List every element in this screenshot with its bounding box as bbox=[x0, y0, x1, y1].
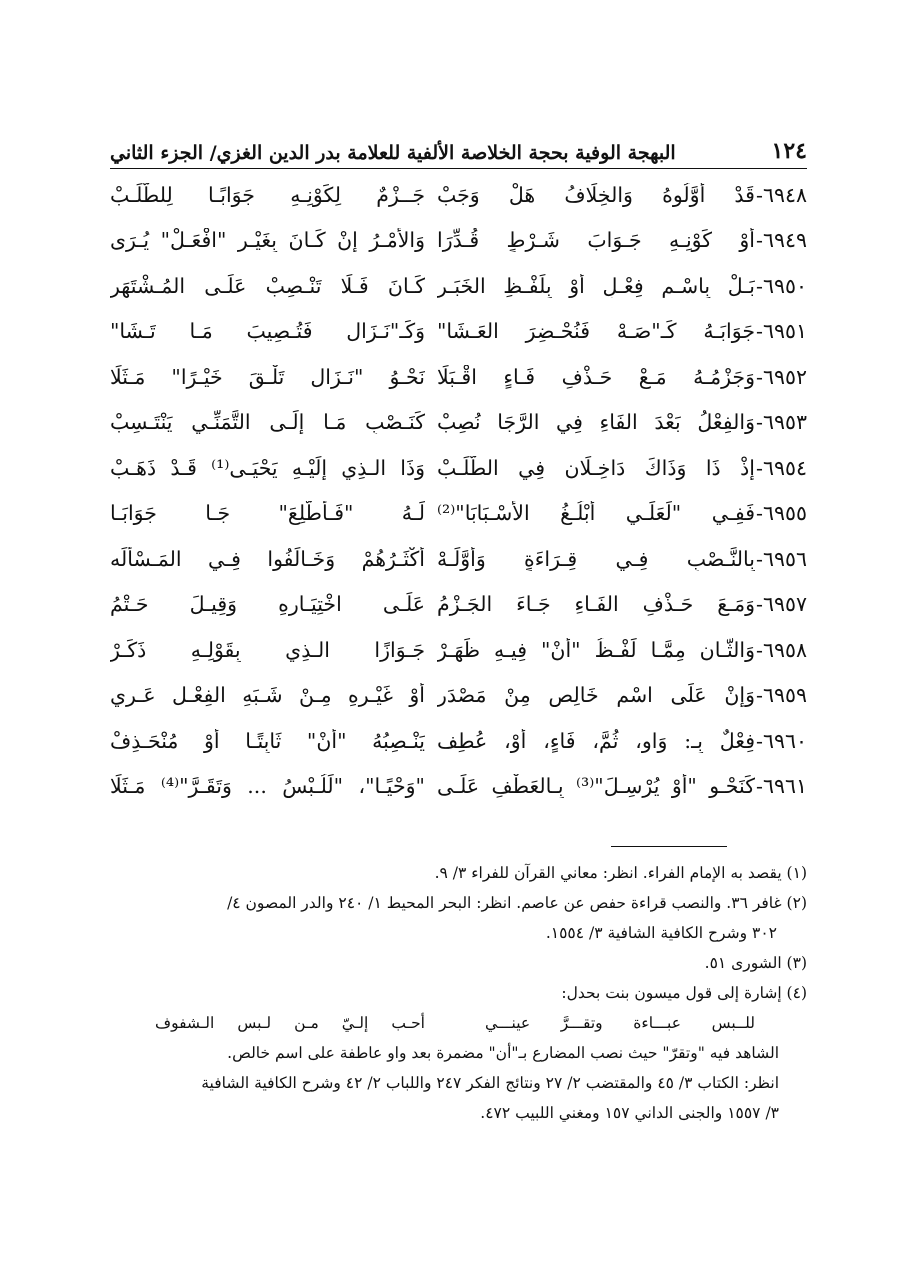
verse-number: ٦٩٥٢- bbox=[756, 364, 807, 389]
verse-line bbox=[110, 718, 807, 764]
verse-line bbox=[110, 400, 807, 446]
verse-second-hemistich: وَالأَمْـرُ إِنْ كَـانَ بِغَيْـرِ "افْعَـلْ" يُـرَى bbox=[110, 228, 425, 253]
footnote-2: (٢) غافر ٣٦. والنصب قراءة حفص عن عاصم. انظر: البحر المحيط ١/ ٢٤٠ والدر المصون ٤/ bbox=[227, 894, 807, 912]
verse-second-hemistich: جَـوَازًا الـذِي بِقَوْلِـهِ ذَكَـرْ bbox=[110, 637, 425, 662]
verse-line bbox=[110, 445, 807, 491]
page-number: ١٢٤ bbox=[771, 138, 807, 164]
verse-first-hemistich: بِالنَّـصْبِ فِـي قِـرَاءَةٍ وَأَوَّلَـهْ bbox=[437, 546, 755, 571]
verse-number: ٦٩٥٦- bbox=[756, 546, 807, 571]
verse-number: ٦٩٥١- bbox=[756, 319, 807, 344]
verse-line bbox=[110, 218, 807, 264]
verse-first-hemistich: إِذْ ذَا وَذَاكَ دَاخِـلَانِ فِي الطَّلَـبْ bbox=[437, 455, 755, 480]
verse-second-hemistich: أَكْثَـرُهُمْ وَخَـالَفُوا فِـي المَـسْأَلَه bbox=[110, 546, 425, 571]
footnote-4-line: انظر: الكتاب ٣/ ٤٥ والمقتضب ٢/ ٢٧ ونتائج الفكر ٢٤٧ واللباب ٢/ ٤٢ وشرح الكافية الشافية bbox=[201, 1074, 779, 1092]
poem-first-hemistich: للــبس عبـــاءة وتقـــرَّ عينـــي bbox=[485, 1014, 755, 1032]
verse-line bbox=[110, 263, 807, 309]
verse-first-hemistich: فِعْلٌ بِـ: وَاوٍ، ثُمَّ، فَاءٍ، أَوْ، عُطِف bbox=[437, 728, 755, 753]
verse-first-hemistich: أَوْ كَوْنِـهِ جَـوَابَ شَـرْطٍ قُـدِّرَا bbox=[437, 228, 755, 253]
footnote-poem-verse bbox=[155, 1008, 807, 1038]
verse-number: ٦٩٥٩- bbox=[756, 683, 807, 708]
footnotes bbox=[110, 858, 807, 1128]
verse-line bbox=[110, 354, 807, 400]
verse-list bbox=[110, 172, 807, 809]
verse-line bbox=[110, 764, 807, 810]
verse-second-hemistich: كَـانَ فَـلَا تَنْـصِبْ عَلَـى المُـشْتَهَرِ bbox=[110, 273, 425, 298]
verse-first-hemistich: جَوَابَـهُ كَـ"صَـهْ فَنُحْـضِرَ العَـشَا" bbox=[437, 319, 755, 344]
verse-second-hemistich: جَــزْمٌ لِكَوْنِـهِ جَوَابًـا لِلطَّلَـبْ bbox=[110, 182, 425, 207]
verse-second-hemistich: كَنَـصْبِ مَـا إِلَـى التَّمَنِّـي يَنْتَـسِبْ bbox=[110, 410, 425, 435]
verse-line bbox=[110, 627, 807, 673]
verse-first-hemistich: وَإِنْ عَلَى اسْمٍ خَالِصٍ مِنْ مَصْدَرِ bbox=[437, 683, 755, 708]
verse-second-hemistich: يَنْـصِبُهُ "أَنْ" ثَابِتًـا أَوْ مُنْحَـذِفْ bbox=[110, 728, 425, 753]
footnote-1: (١) يقصد به الإمام الفراء. انظر: معاني القرآن للفراء ٣/ ٩. bbox=[434, 864, 807, 882]
footnote-3: (٣) الشورى ٥١. bbox=[704, 954, 807, 972]
footnote-4: (٤) إشارة إلى قول ميسون بنت بحدل: bbox=[561, 984, 807, 1002]
verse-number: ٦٩٥٠- bbox=[756, 273, 807, 298]
verse-first-hemistich: كَنَحْـوِ "أَوْ يُرْسِـلَ"⁽³⁾ بِـالعَطْفِ عَلَـى bbox=[437, 774, 755, 799]
verse-first-hemistich: وَمَـعَ حَـذْفِ الفَـاءِ جَـاءَ الجَـزْمُ bbox=[437, 592, 755, 617]
footnote-separator bbox=[611, 846, 727, 847]
verse-number: ٦٩٦١- bbox=[756, 774, 807, 799]
verse-line bbox=[110, 309, 807, 355]
verse-number: ٦٩٤٩- bbox=[756, 228, 807, 253]
verse-first-hemistich: فَفِـي "لَعَلِّـي أَبْلُـغُ الأَسْـبَابَا"⁽²⁾ bbox=[437, 501, 755, 526]
verse-second-hemistich: وَذَا الـذِي إِلَيْـهِ يَحْيَـى⁽¹⁾ قَـدْ ذَهَـبْ bbox=[110, 455, 425, 480]
verse-number: ٦٩٥٥- bbox=[756, 501, 807, 526]
verse-line bbox=[110, 536, 807, 582]
poem-second-hemistich: أحـب إلـيّ مـن لـبس الـشفوف bbox=[155, 1014, 425, 1032]
verse-number: ٦٩٥٣- bbox=[756, 410, 807, 435]
verse-number: ٦٩٥٧- bbox=[756, 592, 807, 617]
verse-number: ٦٩٥٤- bbox=[756, 455, 807, 480]
verse-second-hemistich: نَحْـوُ "نَـزَالِ تَلْـقَ خَيْـرًا" مَـثَلَا bbox=[110, 364, 425, 389]
verse-first-hemistich: وَجَزْمُـهُ مَـعْ حَـذْفِ فَـاءٍ اقْـبَلَا bbox=[437, 364, 755, 389]
verse-first-hemistich: وَالفِعْلُ بَعْدَ الفَاءِ فِي الرَّجَا نُصِبْ bbox=[437, 410, 755, 435]
running-title: البهجة الوفية بحجة الخلاصة الألفية للعلامة بدر الدين الغزي/ الجزء الثاني bbox=[110, 142, 676, 164]
footnote-4-line: الشاهد فيه "وتقرّ" حيث نصب المضارع بـ"أن" مضمرة بعد واو عاطفة على اسم خالص. bbox=[227, 1044, 779, 1062]
verse-second-hemistich: أَوْ غَيْـرِهِ مِـنْ شَـبَهِ الفِعْـلِ عَـرِي bbox=[110, 683, 425, 708]
verse-first-hemistich: وَالثَّـانِ مِمَّـا لَفْـظُ "أَنْ" فِيـهِ ظَهَـرْ bbox=[437, 637, 755, 662]
verse-number: ٦٩٥٨- bbox=[756, 637, 807, 662]
verse-first-hemistich: قَدْ أَوَّلُوهُ وَالخِلَافُ هَلْ وَجَبْ bbox=[437, 182, 755, 207]
footnote-2-continuation: ٣٠٢ وشرح الكافية الشافية ٣/ ١٥٥٤. bbox=[545, 924, 777, 942]
verse-number: ٦٩٦٠- bbox=[756, 728, 807, 753]
verse-second-hemistich: وَكَـ"نَـزَالِ فَتُـصِيبَ مَـا تَـشَا" bbox=[110, 319, 425, 344]
footnote-4-line: ٣/ ١٥٥٧ والجنى الداني ١٥٧ ومغني اللبيب ٤٧٢. bbox=[480, 1104, 779, 1122]
page-header bbox=[110, 128, 807, 169]
verse-line bbox=[110, 172, 807, 218]
verse-second-hemistich: عَلَـى اخْتِيَـارِهِ وَقِيـلَ حَـتْمُ bbox=[110, 592, 425, 617]
verse-second-hemistich: "وَحْيًـا"، "لَلُـبْسُ ... وَتَقَـرَّ"⁽⁴⁾ مَـثَلَا bbox=[110, 774, 425, 799]
verse-number: ٦٩٤٨- bbox=[756, 182, 807, 207]
verse-line bbox=[110, 582, 807, 628]
verse-second-hemistich: لَـهُ "فَـأَطَّلِعَ" جَـا جَوَابَـا bbox=[110, 501, 425, 526]
verse-line bbox=[110, 491, 807, 537]
verse-line bbox=[110, 673, 807, 719]
verse-first-hemistich: بَـلْ بِاسْـمِ فِعْـلٍ أَوْ بِلَفْـظِ الخَبَـرِ bbox=[437, 273, 755, 298]
